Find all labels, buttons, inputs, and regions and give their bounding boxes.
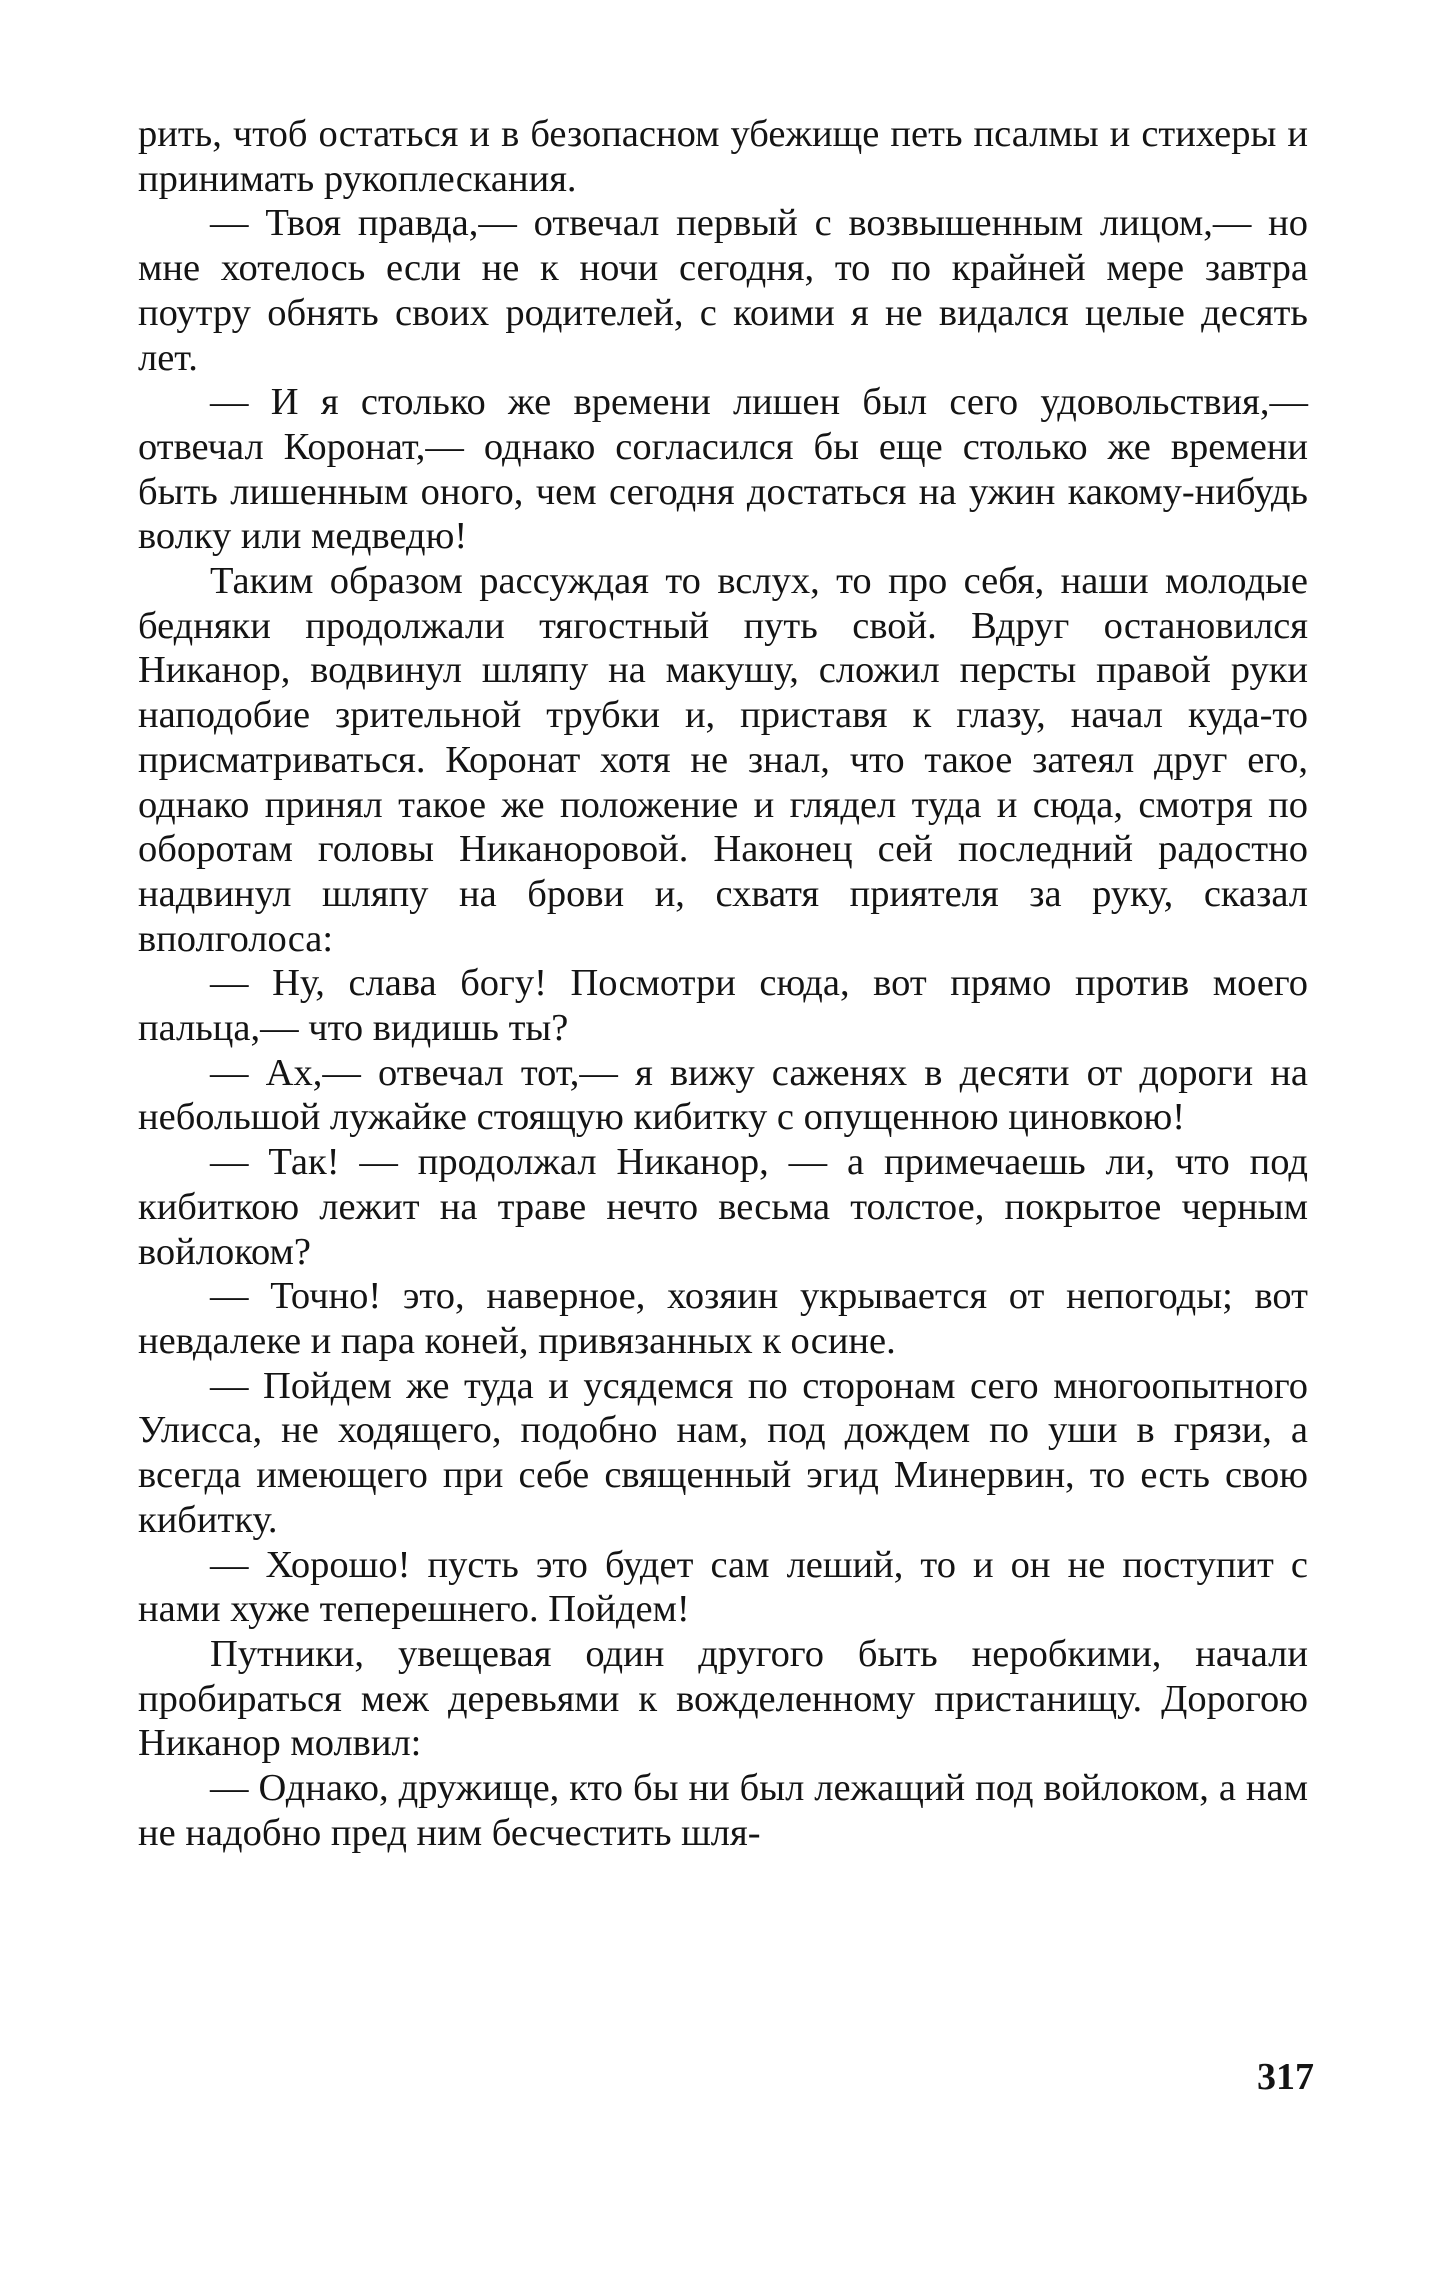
paragraph: рить, чтоб остаться и в безопасном убежище петь псалмы и стихеры и принимать рукоплескания. bbox=[138, 113, 1308, 200]
paragraph: — Ну, слава богу! Посмотри сюда, вот прямо против моего пальца,— что видишь ты? bbox=[138, 962, 1308, 1050]
paragraph: — Твоя правда,— отвечал первый с возвышенным лицом,— но мне хотелось если не к ночи сегодня, то по крайней мере завтра поутру обнять своих родителей, с коими я не видался целые десять лет. bbox=[138, 202, 1308, 379]
paragraph: Таким образом рассуждая то вслух, то про себя, наши молодые бедняки продолжали тягостный путь свой. Вдруг остановился Никанор, водвинул шляпу на макушу, сложил персты правой руки наподобие зрительной трубки и, приставя к глазу, начал куда-то присматриваться. Коронат хотя не знал, что такое затеял друг его, однако принял такое же положение и глядел туда и сюда, смотря по оборотам головы Никаноровой. Наконец сей последний радостно надвинул шляпу на брови и, схватя приятеля за руку, сказал вполголоса: bbox=[138, 560, 1308, 960]
paragraph: — Пойдем же туда и усядемся по сторонам сего многоопытного Улисса, не ходящего, подобно нам, под дождем по уши в грязи, а всегда имеющего при себе священный эгид Минервин, то есть свою кибитку. bbox=[138, 1364, 1308, 1541]
paragraph: — Ах,— отвечал тот,— я вижу саженях в десяти от дороги на небольшой лужайке стоящую кибитку с опущенною циновкою! bbox=[138, 1051, 1308, 1139]
paragraph: — И я столько же времени лишен был сего удовольствия,— отвечал Коронат,— однако согласился бы еще столько же времени быть лишенным оного, чем сегодня достаться на ужин какому-нибудь волку или медведю! bbox=[138, 381, 1308, 558]
paragraph: Путники, увещевая один другого быть неробкими, начали пробираться меж деревьями к вожделенному пристанищу. Дорогою Никанор молвил: bbox=[138, 1632, 1308, 1765]
paragraph: — Так! — продолжал Никанор, — а примечаешь ли, что под кибиткою лежит на траве нечто весьма толстое, покрытое черным войлоком? bbox=[138, 1141, 1308, 1273]
paragraph: — Точно! это, наверное, хозяин укрывается от непогоды; вот невдалеке и пара коней, привязанных к осине. bbox=[138, 1275, 1308, 1362]
paragraph: — Однако, дружище, кто бы ни был лежащий под войлоком, а нам не надобно пред ним бесчестить шля- bbox=[138, 1767, 1308, 1854]
page-number: 317 bbox=[1257, 2056, 1314, 2098]
page-text-block bbox=[138, 112, 1308, 1855]
paragraph: — Хорошо! пусть это будет сам леший, то и он не поступит с нами хуже теперешнего. Пойдем! bbox=[138, 1543, 1308, 1631]
